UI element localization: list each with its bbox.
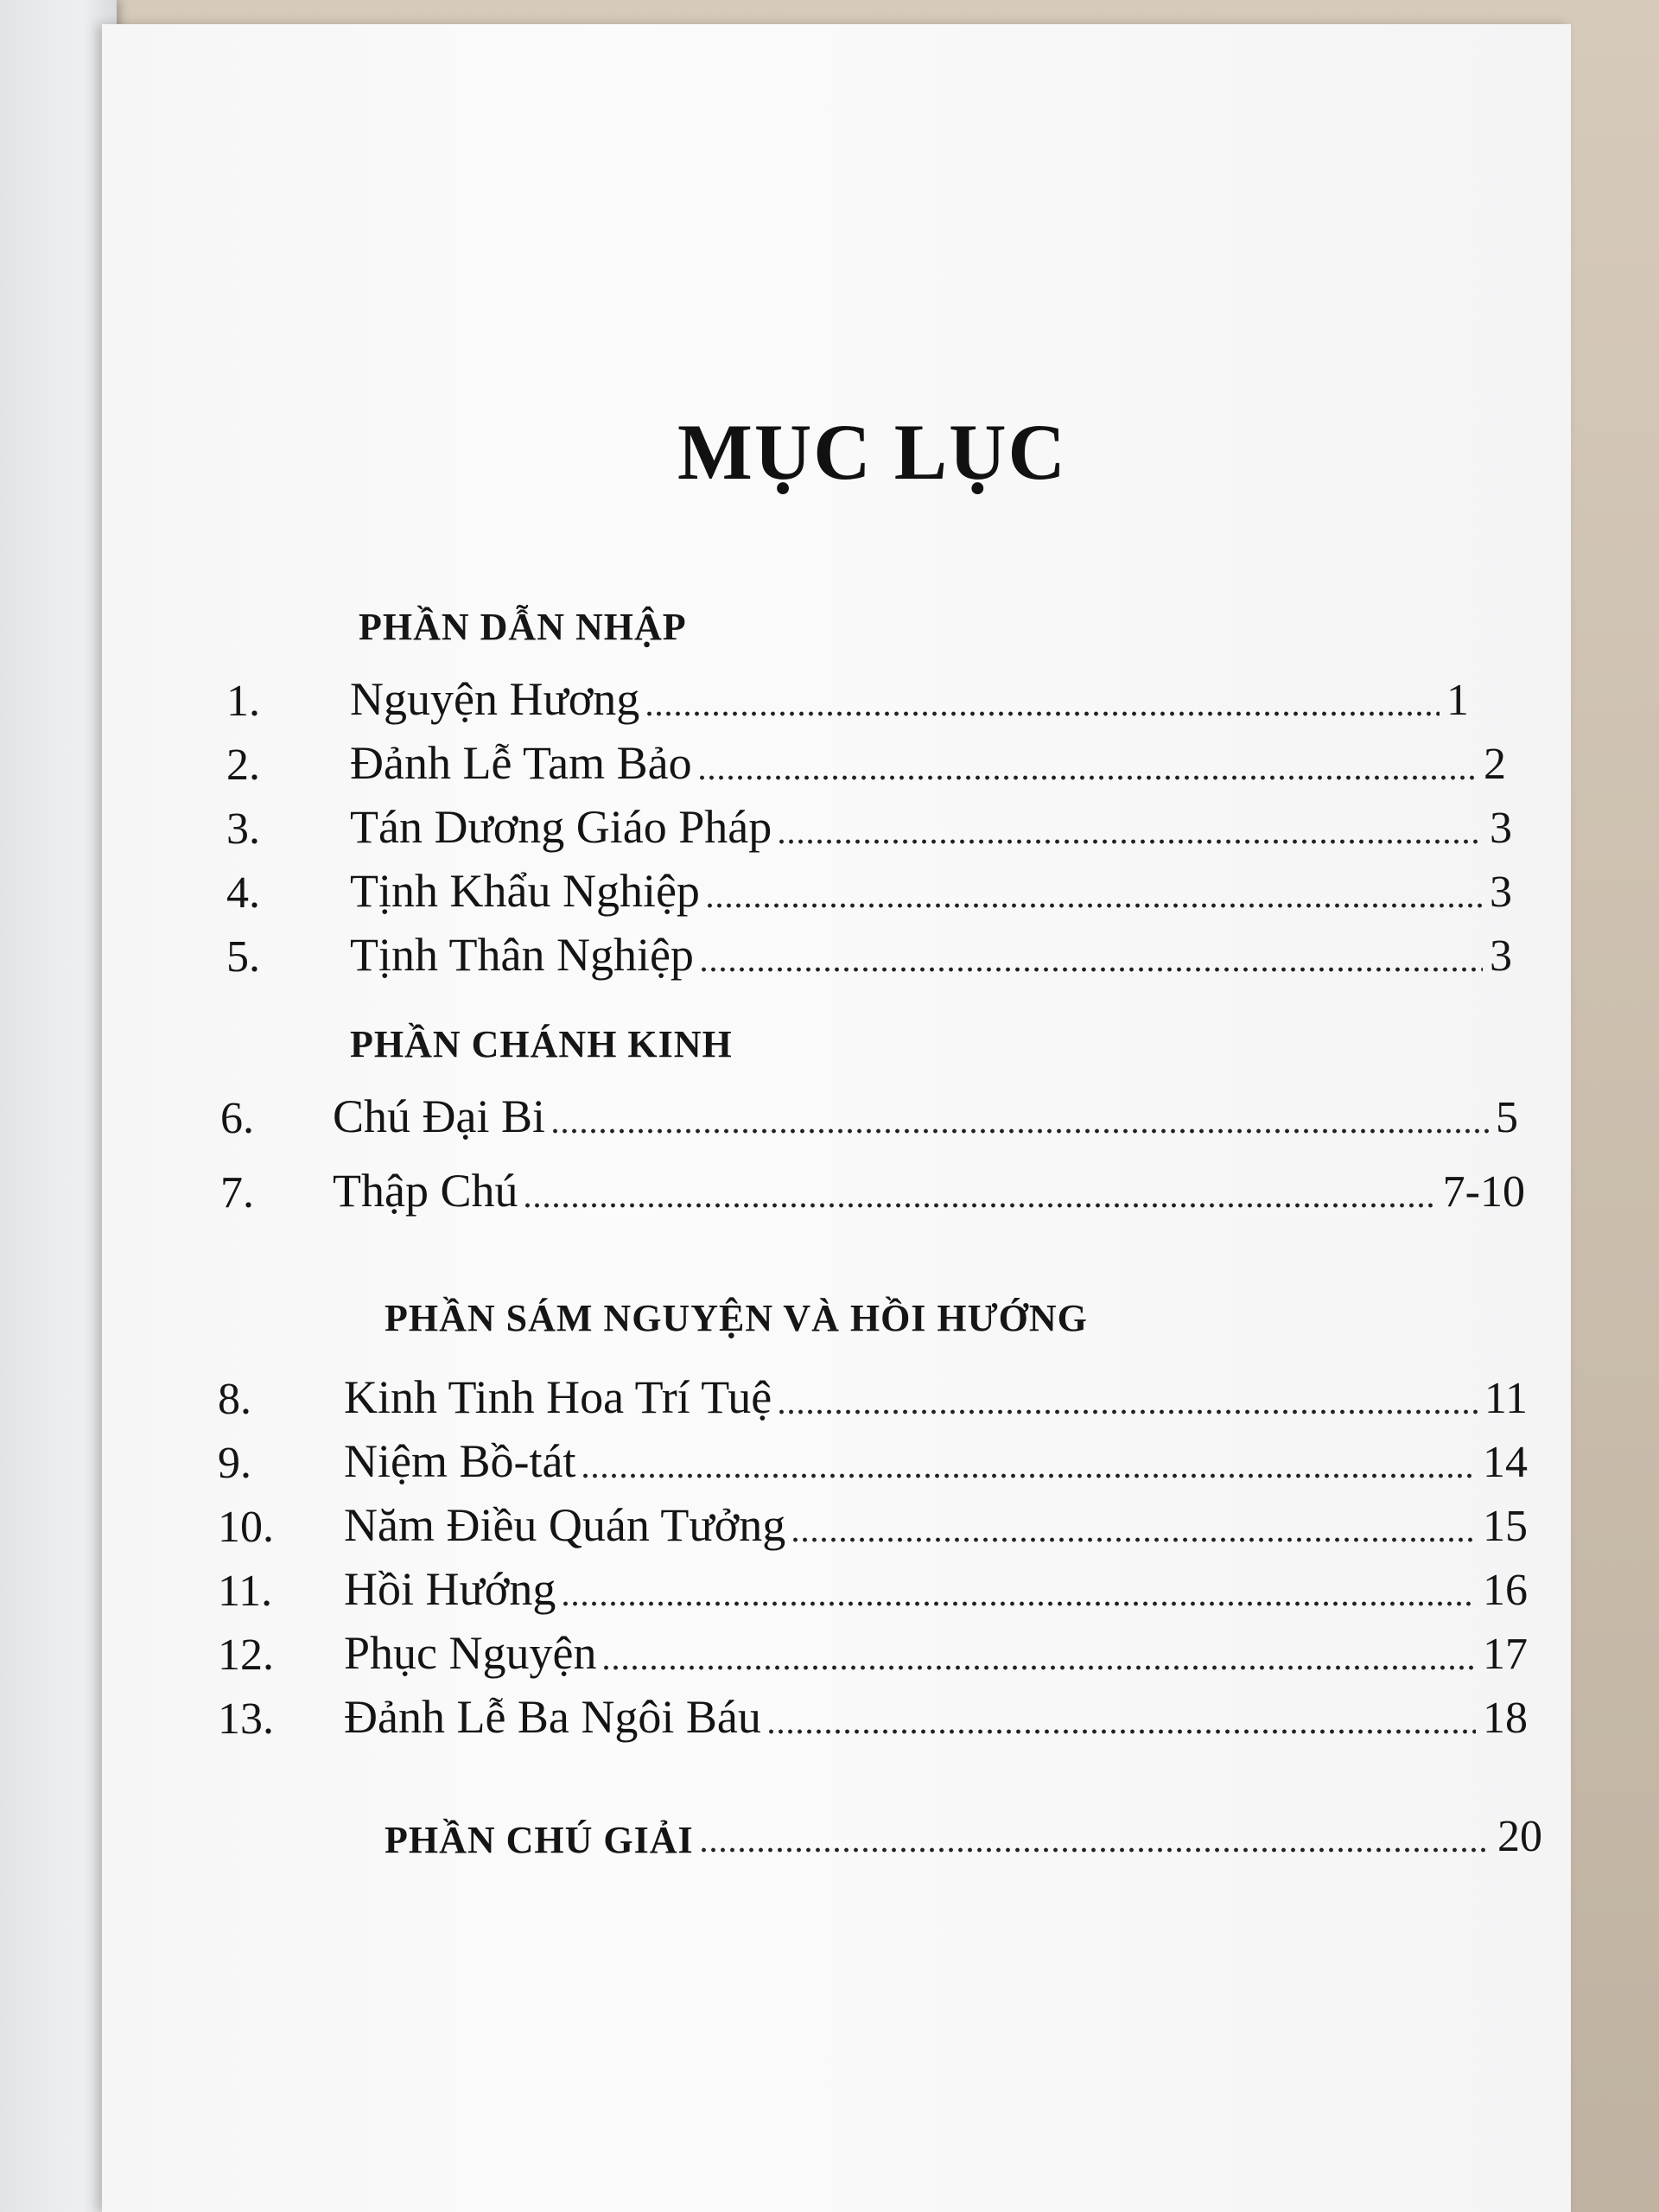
leader-dots [777, 1408, 1478, 1415]
toc-entry-page: 14 [1483, 1438, 1528, 1487]
toc-entry-page: 18 [1483, 1694, 1528, 1743]
toc-entry-number: 9. [218, 1439, 251, 1488]
page-title: MỤC LỤC [677, 408, 1067, 496]
leader-dots [766, 1728, 1476, 1735]
toc-entry[interactable] [333, 1157, 1525, 1217]
toc-entry-page: 15 [1483, 1502, 1528, 1551]
toc-entry-page: 20 [1497, 1812, 1542, 1861]
leader-dots [550, 1128, 1489, 1135]
toc-entry-label: Nguyện Hương [350, 673, 640, 725]
toc-entry[interactable] [350, 729, 1506, 790]
toc-entry[interactable] [350, 921, 1512, 982]
toc-entry[interactable] [344, 1619, 1528, 1680]
toc-entry-number: 10. [218, 1503, 274, 1552]
toc-entry[interactable] [344, 1491, 1528, 1552]
toc-entry-page: 17 [1483, 1630, 1528, 1679]
leader-dots [601, 1664, 1476, 1671]
leader-dots [705, 902, 1483, 909]
toc-entry-number: 3. [226, 804, 260, 854]
toc-entry[interactable] [344, 1363, 1528, 1424]
leader-dots [561, 1600, 1476, 1607]
leader-dots [699, 966, 1483, 973]
toc-entry-label: Tán Dương Giáo Pháp [350, 801, 772, 853]
toc-entry[interactable] [350, 793, 1512, 854]
toc-entry-label: Tịnh Khẩu Nghiệp [350, 865, 700, 917]
toc-entry-page: 3 [1490, 868, 1512, 917]
toc-entry-label: Kinh Tinh Hoa Trí Tuệ [344, 1371, 772, 1423]
toc-entry[interactable] [344, 1555, 1528, 1616]
toc-entry-chu-giai[interactable] [385, 1802, 1542, 1862]
toc-entry-number: 5. [226, 932, 260, 982]
toc-entry[interactable] [344, 1683, 1528, 1744]
leader-dots [645, 710, 1440, 717]
toc-entry-page: 11 [1484, 1374, 1528, 1423]
toc-entry-page: 2 [1484, 740, 1506, 789]
toc-entry[interactable] [350, 665, 1469, 726]
toc-entry-number: 11. [218, 1567, 273, 1616]
toc-entry-label: Hồi Hướng [344, 1563, 556, 1615]
section-heading-dan-nhap: PHẦN DẪN NHẬP [359, 606, 687, 648]
leader-dots [777, 838, 1483, 845]
toc-entry-page: 1 [1446, 676, 1469, 725]
toc-entry-number: 13. [218, 1694, 274, 1744]
toc-entry[interactable] [333, 1083, 1518, 1143]
toc-entry[interactable] [350, 857, 1512, 918]
toc-entry-page: 16 [1483, 1566, 1528, 1615]
toc-entry-label: Chú Đại Bi [333, 1090, 546, 1142]
toc-entry-label: Thập Chú [333, 1165, 518, 1217]
toc-entry-page: 7-10 [1442, 1167, 1525, 1217]
toc-entry-number: 6. [220, 1094, 254, 1143]
toc-entry-label: Năm Điều Quán Tưởng [344, 1499, 786, 1551]
toc-entry[interactable] [344, 1427, 1528, 1488]
section-heading-sam-nguyen: PHẦN SÁM NGUYỆN VÀ HỒI HƯỚNG [385, 1297, 1088, 1339]
toc-entry-label: Phục Nguyện [344, 1627, 597, 1679]
toc-entry-label: Niệm Bồ-tát [344, 1435, 576, 1487]
toc-entry-number: 2. [226, 741, 260, 790]
toc-entry-page: 5 [1496, 1093, 1518, 1142]
toc-entry-label: Đảnh Lễ Ba Ngôi Báu [344, 1691, 761, 1743]
leader-dots [581, 1472, 1476, 1479]
toc-entry-label: Tịnh Thân Nghiệp [350, 929, 694, 981]
leader-dots [697, 774, 1477, 781]
leader-dots [791, 1536, 1476, 1543]
toc-entry-number: 12. [218, 1630, 274, 1680]
toc-entry-label: PHẦN CHÚ GIẢI [385, 1819, 694, 1861]
leader-dots [699, 1847, 1491, 1853]
toc-entry-page: 3 [1490, 804, 1512, 853]
previous-page-edge [0, 0, 117, 2212]
toc-entry-number: 7. [220, 1168, 254, 1217]
section-heading-chanh-kinh: PHẦN CHÁNH KINH [350, 1023, 733, 1065]
toc-entry-number: 4. [226, 868, 260, 918]
leader-dots [523, 1202, 1435, 1209]
toc-entry-label: Đảnh Lễ Tam Bảo [350, 737, 692, 789]
toc-entry-page: 3 [1490, 931, 1512, 981]
toc-entry-number: 1. [226, 677, 260, 726]
toc-entry-number: 8. [218, 1375, 251, 1424]
